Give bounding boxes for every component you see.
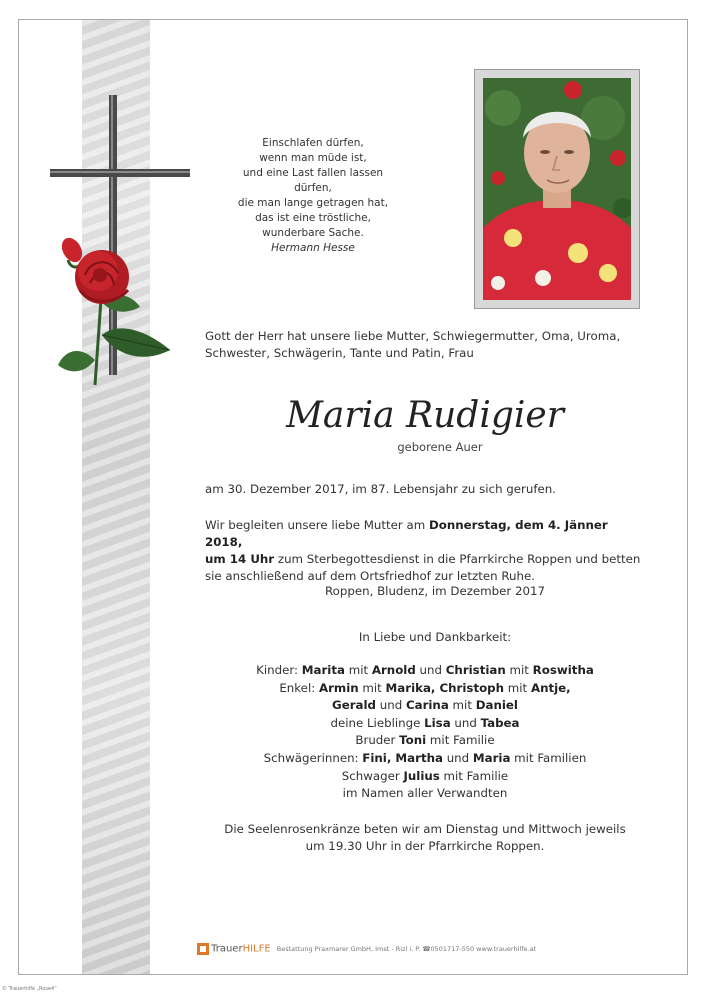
rosary-line: Die Seelenrosenkränze beten wir am Dienstag und Mittwoch jeweils xyxy=(224,822,626,836)
rosary-notice xyxy=(205,821,645,855)
rosary-line: um 19.30 Uhr in der Pfarrkirche Roppen. xyxy=(305,839,545,853)
footer-contact: Bestattung Praxmarer GmbH, Imst - Rizl i. P. ☎0501717-550 www.trauerhilfe.at xyxy=(276,945,537,953)
deceased-name: Maria Rudigier xyxy=(286,395,564,436)
funeral-info xyxy=(205,517,645,585)
quote-line: wenn man müde ist, xyxy=(259,152,367,164)
quote-line: und eine Last fallen lassen dürfen, xyxy=(242,167,384,194)
death-notice: am 30. Dezember 2017, im 87. Lebensjahr zu sich gerufen. xyxy=(205,482,557,496)
quote-line: Einschlafen dürfen, xyxy=(262,137,364,149)
mourner-line: Bruder Toni mit Familie xyxy=(355,733,495,748)
maiden-name: geborene Auer xyxy=(397,440,483,454)
intro-line: Gott der Herr hat unsere liebe Mutter, Schwiegermutter, Oma, Uroma, xyxy=(205,329,621,343)
mourner-line: Gerald und Carina mit Daniel xyxy=(332,698,518,713)
memorial-quote xyxy=(228,136,398,256)
portrait-photo-frame xyxy=(474,69,640,309)
cross-with-rose-icon xyxy=(40,95,190,415)
funeral-line: sie anschließend auf dem Ortsfriedhof zur letzten Ruhe. xyxy=(205,569,535,583)
quote-line: wunderbare Sache. xyxy=(262,227,364,239)
funeral-line: Wir begleiten unsere liebe Mutter am Donnerstag, dem 4. Jänner 2018, xyxy=(205,518,608,549)
mourner-line: Enkel: Armin mit Marika, Christoph mit Antje, xyxy=(279,680,571,695)
mourners-list xyxy=(205,662,645,803)
place-date: Roppen, Bludenz, im Dezember 2017 xyxy=(324,584,546,598)
footer-brand: TrauerHILFE xyxy=(211,943,271,955)
quote-line: das ist eine tröstliche, xyxy=(255,212,371,224)
quote-line: die man lange getragen hat, xyxy=(237,197,389,209)
mourner-line: deine Lieblinge Lisa und Tabea xyxy=(330,715,520,730)
funeral-home-footer xyxy=(197,943,577,959)
image-credit: © Trauerhilfe „Rose4“ xyxy=(2,986,57,992)
mourner-line: Kinder: Marita mit Arnold und Christian mit Roswitha xyxy=(256,663,594,677)
intro-line: Schwester, Schwägerin, Tante und Patin, Frau xyxy=(205,346,474,360)
portrait-photo xyxy=(483,78,631,300)
mourner-line: Schwager Julius mit Familie xyxy=(341,768,509,783)
funeral-time: um 14 Uhr xyxy=(205,552,275,566)
intro-text xyxy=(205,328,645,362)
gratitude-line: In Liebe und Dankbarkeit: xyxy=(358,630,512,644)
funeral-date: Donnerstag, dem 4. Jänner 2018, xyxy=(205,518,608,549)
trauerhilfe-logo-icon xyxy=(197,943,209,955)
mourner-line: Schwägerinnen: Fini, Martha und Maria mit Familien xyxy=(263,750,587,765)
funeral-line: um 14 Uhr zum Sterbegottesdienst in die Pfarrkirche Roppen und betten xyxy=(205,552,641,566)
quote-author: Hermann Hesse xyxy=(271,242,355,254)
mourner-line: im Namen aller Verwandten xyxy=(342,786,508,801)
